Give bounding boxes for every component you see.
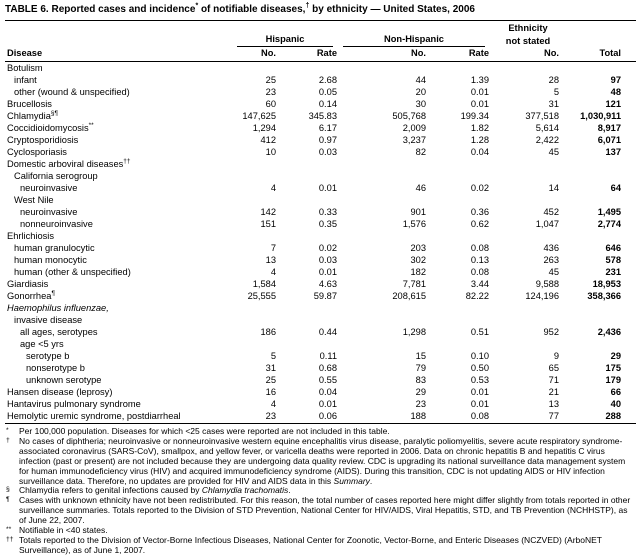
value-cell: 71 [548,375,559,385]
value-cell: 29 [415,387,426,397]
value-cell: 65 [548,363,559,373]
table-row [5,386,636,398]
value-cell: 0.01 [318,183,337,193]
value-cell: 412 [260,135,276,145]
value-cell: 60 [265,99,276,109]
value-cell [430,338,493,350]
total-cell: 40 [610,399,621,409]
value-cell: 46 [415,183,426,193]
disease-label: Hansen disease (leprosy) [7,387,113,397]
value-cell: 6.17 [318,123,337,133]
table-section-row [5,314,636,326]
disease-label: Coccidioidomycosis** [7,122,94,133]
value-cell: 79 [415,363,426,373]
total-cell [563,170,636,182]
value-cell: 23 [265,87,276,97]
value-cell: 0.97 [318,135,337,145]
value-cell: 142 [260,207,276,217]
total-cell [563,314,636,326]
footnote: § Chlamydia refers to genital infections caused by Chlamydia trachomatis. [6,485,291,496]
value-cell [280,230,341,242]
value-cell: 263 [543,255,559,265]
footnote: ¶ Cases with unknown ethnicity have not been redistributed. For this reason, the total number of cases reported here might differ slightly from totals reported in other surveillance summaries. Totals reported to the Division of STD Prevention, National Center for HIV/AIDS, Viral Hepatitis, STD, and TB Prevention (NCHHSTP), as of June 22, 2007. [6,495,631,526]
total-cell [563,62,636,75]
value-cell [430,314,493,326]
total-cell: 578 [605,255,621,265]
footnotes [5,427,636,556]
value-cell [341,302,430,314]
value-cell: 345.83 [308,111,337,121]
value-cell: 901 [410,207,426,217]
disease-label: Haemophilus influenzae, [7,303,109,313]
value-cell [341,338,430,350]
value-cell: 82.22 [465,291,489,301]
table-header [5,21,636,62]
disease-label: age <5 yrs [20,339,64,349]
value-cell: 9 [553,351,559,361]
value-cell: 1.39 [470,75,489,85]
disease-label: human (other & unspecified) [14,267,131,277]
disease-label: invasive disease [14,315,83,325]
value-cell: 452 [543,207,559,217]
value-cell: 3.44 [470,279,489,289]
value-cell: 5 [270,351,276,361]
value-cell: 25,555 [247,291,276,301]
value-cell [280,170,341,182]
value-cell: 0.01 [470,387,489,397]
disease-label: Hemolytic uremic syndrome, postdiarrheal [5,410,235,424]
header-spacer [563,34,636,47]
value-cell: 0.33 [318,207,337,217]
table-row [5,266,636,278]
total-cell: 179 [605,375,621,385]
table-row [5,410,636,424]
value-cell: 44 [415,75,426,85]
value-cell: 182 [410,267,426,277]
total-cell [563,230,636,242]
footnote: †† Totals reported to the Division of Vector-Borne Infectious Diseases, National Center for Zoonotic, Vector-Borne, and Enteric Diseases (NCZVED) (ArboNET Surveillance), as of June 1, 2007. [6,534,602,555]
value-cell: 25 [265,375,276,385]
value-cell: 0.10 [470,351,489,361]
total-cell: 358,366 [587,291,621,301]
header-spacer [563,21,636,35]
total-cell: 6,071 [597,135,621,145]
value-cell: 0.01 [318,267,337,277]
disease-label: human granulocytic [14,243,95,253]
table-row [5,86,636,98]
table-row [5,206,636,218]
value-cell: 0.44 [318,327,337,337]
header-spacer [5,21,235,35]
total-cell: 64 [610,183,621,193]
table-row [5,242,636,254]
table-row [5,218,636,230]
table-row [5,350,636,362]
value-cell: 59.87 [313,291,337,301]
value-cell: 21 [548,387,559,397]
disease-label: other (wound & unspecified) [14,87,130,97]
table-section-row [5,302,636,314]
disease-label: Ehrlichiosis [7,231,55,241]
total-cell [563,302,636,314]
total-cell: 175 [605,363,621,373]
value-cell [235,302,280,314]
value-cell [341,62,430,75]
table-section-row [5,230,636,242]
table-row [5,326,636,338]
value-cell: 4 [270,267,276,277]
table-row [5,374,636,386]
table-row [5,278,636,290]
value-cell: 0.62 [470,219,489,229]
value-cell: 13 [265,255,276,265]
value-cell: 0.53 [470,375,489,385]
disease-label: neuroinvasive [20,207,78,217]
ethnicity-not-stated-header-line2: not stated [505,36,551,46]
table-row [5,398,636,410]
total-cell: 18,953 [592,279,621,289]
value-cell: 0.01 [470,99,489,109]
value-cell: 0.08 [470,267,489,277]
value-cell: 0.36 [470,207,489,217]
total-cell: 8,917 [597,123,621,133]
header-row-ethnicity-line [5,21,636,35]
value-cell: 0.02 [318,243,337,253]
non-hispanic-group-label: Non-Hispanic [343,34,485,47]
value-cell: 0.08 [430,410,493,424]
table-row [5,110,636,122]
total-cell: 137 [605,147,621,157]
value-cell: 25 [265,75,276,85]
value-cell: 2.68 [318,75,337,85]
value-cell: 0.51 [470,327,489,337]
value-cell [341,170,430,182]
disease-label: human monocytic [14,255,87,265]
ethnicity-not-stated-header-line1: Ethnicity [508,23,548,33]
value-cell [430,62,493,75]
table-body [5,62,636,424]
disease-label: nonneuroinvasive [20,219,93,229]
footnote: ** Notifiable in <40 states. [6,525,108,536]
value-cell: 45 [548,147,559,157]
value-cell [280,158,341,170]
non-hispanic-rate-column-header: Rate [430,47,493,62]
total-cell: 646 [605,243,621,253]
non-hispanic-no-column-header: No. [341,47,430,62]
value-cell [235,230,280,242]
total-cell [563,194,636,206]
value-cell [493,230,563,242]
total-cell: 97 [610,75,621,85]
notifiable-diseases-table [5,20,636,424]
disease-label: Chlamydia§¶ [7,110,59,121]
hispanic-no-column-header: No. [235,47,280,62]
value-cell: 1,576 [402,219,426,229]
table-section-row [5,158,636,170]
value-cell: 20 [415,87,426,97]
value-cell: 15 [415,351,426,361]
value-cell: 199.34 [460,111,489,121]
value-cell: 147,625 [242,111,276,121]
value-cell: 83 [415,375,426,385]
disease-label: West Nile [14,195,54,205]
table-section-row [5,338,636,350]
value-cell: 2,009 [402,123,426,133]
value-cell: 186 [260,327,276,337]
value-cell [235,158,280,170]
value-cell [235,338,280,350]
total-cell: 66 [610,387,621,397]
value-cell: 23 [415,399,426,409]
disease-label: Domestic arboviral diseases†† [7,158,131,169]
disease-label: Cyclosporiasis [7,147,67,157]
table-row [5,122,636,134]
hispanic-rate-column-header: Rate [280,47,341,62]
value-cell: 0.05 [318,87,337,97]
value-cell: 30 [415,99,426,109]
table-row [5,182,636,194]
value-cell: 208,615 [392,291,426,301]
ethnicity-not-stated-no-column-header: No. [493,47,563,62]
value-cell [235,314,280,326]
value-cell [235,194,280,206]
value-cell: 7 [270,243,276,253]
value-cell: 0.03 [318,147,337,157]
table-section-row [5,194,636,206]
value-cell: 4 [270,183,276,193]
value-cell: 0.04 [470,147,489,157]
total-cell: 288 [563,410,636,424]
value-cell: 31 [548,99,559,109]
value-cell: 0.14 [318,99,337,109]
value-cell: 0.11 [319,351,337,361]
value-cell: 0.08 [470,243,489,253]
value-cell [430,230,493,242]
value-cell: 14 [548,183,559,193]
header-spacer [235,21,341,35]
value-cell [493,314,563,326]
value-cell: 436 [543,243,559,253]
total-cell: 29 [610,351,621,361]
disease-label: nonserotype b [26,363,85,373]
value-cell: 0.03 [318,255,337,265]
table-title: TABLE 6. Reported cases and incidence* of notifiable diseases,† by ethnicity — United States, 2006 [5,2,475,15]
value-cell [341,230,430,242]
value-cell: 0.06 [280,410,341,424]
disease-label: Gonorrhea¶ [7,290,55,301]
total-cell [563,158,636,170]
total-cell: 1,030,911 [580,111,621,121]
value-cell: 77 [493,410,563,424]
value-cell: 0.02 [470,183,489,193]
disease-label: Botulism [7,63,43,73]
table-row [5,98,636,110]
header-spacer [5,34,235,47]
header-row-columns [5,47,636,62]
value-cell: 28 [548,75,559,85]
value-cell: 952 [543,327,559,337]
value-cell: 23 [235,410,280,424]
footnote-marker: ** [6,526,12,534]
value-cell: 0.13 [470,255,489,265]
disease-label: Cryptosporidiosis [7,135,79,145]
value-cell: 2,422 [535,135,559,145]
footnote-marker: †† [6,535,14,543]
table-row [5,254,636,266]
disease-label: neuroinvasive [20,183,78,193]
value-cell [341,194,430,206]
total-cell [563,338,636,350]
total-cell: 2,436 [597,327,621,337]
table-row [5,362,636,374]
total-cell: 1,495 [597,207,621,217]
value-cell [493,338,563,350]
value-cell: 4.63 [318,279,337,289]
disease-label: infant [14,75,37,85]
value-cell: 1.82 [470,123,489,133]
value-cell: 1,584 [252,279,276,289]
value-cell [280,62,341,75]
value-cell: 1,298 [402,327,426,337]
footnote: † No cases of diphtheria; neuroinvasive or nonneuroinvasive western equine encephalitis virus disease, paralytic poliomyelitis, severe acute respiratory syndrome-associated coronavirus (SARS-CoV), smallpox, and yellow fever, or varicella deaths were reported in 2006. Data on chronic hepatitis B and hepatitis C virus infection (past or present) are not included because they are undergoing data quality review. CDC is upgrading its national surveillance data management system for human immunodeficiency virus (HIV) and acquired immunodeficiency syndrome (AIDS). During this transition, CDC is not updating AIDS or HIV infection surveillance data. Therefore, no updates are provided for HIV and AIDS data in this Summary. [6,435,626,486]
value-cell: 82 [415,147,426,157]
value-cell: 5 [553,87,559,97]
value-cell: 1.28 [470,135,489,145]
value-cell: 0.01 [470,399,489,409]
value-cell [280,338,341,350]
value-cell: 5,614 [535,123,559,133]
table-section-row [5,62,636,75]
disease-label: unknown serotype [26,375,102,385]
value-cell [493,62,563,75]
value-cell [430,194,493,206]
value-cell: 203 [410,243,426,253]
footnote-marker: § [6,486,10,494]
value-cell: 151 [260,219,276,229]
value-cell: 0.55 [318,375,337,385]
hispanic-group-label: Hispanic [237,34,333,47]
footnote-marker: * [6,427,9,434]
value-cell [280,302,341,314]
footnote: * Per 100,000 population. Diseases for which <25 cases were reported are not included in this table. [6,426,390,436]
value-cell [235,170,280,182]
disease-label: all ages, serotypes [20,327,98,337]
non-hispanic-group-header [341,34,493,47]
value-cell: 31 [265,363,276,373]
total-cell: 231 [605,267,621,277]
value-cell [280,194,341,206]
value-cell: 0.01 [470,87,489,97]
value-cell [493,302,563,314]
total-column-header: Total [563,47,636,62]
value-cell [430,158,493,170]
value-cell: 1,294 [252,123,276,133]
value-cell [430,170,493,182]
disease-column-header: Disease [5,47,235,62]
value-cell [280,314,341,326]
value-cell: 505,768 [392,111,426,121]
value-cell [493,194,563,206]
table-row [5,290,636,302]
value-cell: 9,588 [535,279,559,289]
disease-label: serotype b [26,351,70,361]
total-cell: 121 [605,99,621,109]
footnote-marker: † [6,436,10,444]
value-cell: 188 [341,410,430,424]
value-cell [430,302,493,314]
value-cell: 3,237 [402,135,426,145]
value-cell: 10 [265,147,276,157]
table-section-row [5,170,636,182]
value-cell: 124,196 [525,291,559,301]
value-cell: 13 [548,399,559,409]
value-cell: 16 [265,387,276,397]
disease-label: Giardiasis [7,279,49,289]
value-cell: 45 [548,267,559,277]
disease-label: Hantavirus pulmonary syndrome [7,399,141,409]
value-cell: 4 [270,399,276,409]
value-cell [493,170,563,182]
table-row [5,74,636,86]
hispanic-group-header [235,34,341,47]
value-cell: 0.04 [318,387,337,397]
header-spacer [341,21,493,35]
value-cell: 0.50 [470,363,489,373]
value-cell: 302 [410,255,426,265]
total-cell: 2,774 [597,219,621,229]
footnote-marker: ¶ [6,496,10,504]
disease-label: Brucellosis [7,99,52,109]
header-row-groups [5,34,636,47]
value-cell [341,314,430,326]
value-cell: 377,518 [525,111,559,121]
value-cell: 0.35 [318,219,337,229]
value-cell: 7,781 [402,279,426,289]
value-cell [493,158,563,170]
total-cell: 48 [610,87,621,97]
value-cell [341,158,430,170]
value-cell [235,62,280,75]
disease-label: California serogroup [14,171,98,181]
table-row [5,134,636,146]
value-cell: 1,047 [535,219,559,229]
value-cell: 0.68 [318,363,337,373]
table-row [5,146,636,158]
value-cell: 0.01 [318,399,337,409]
